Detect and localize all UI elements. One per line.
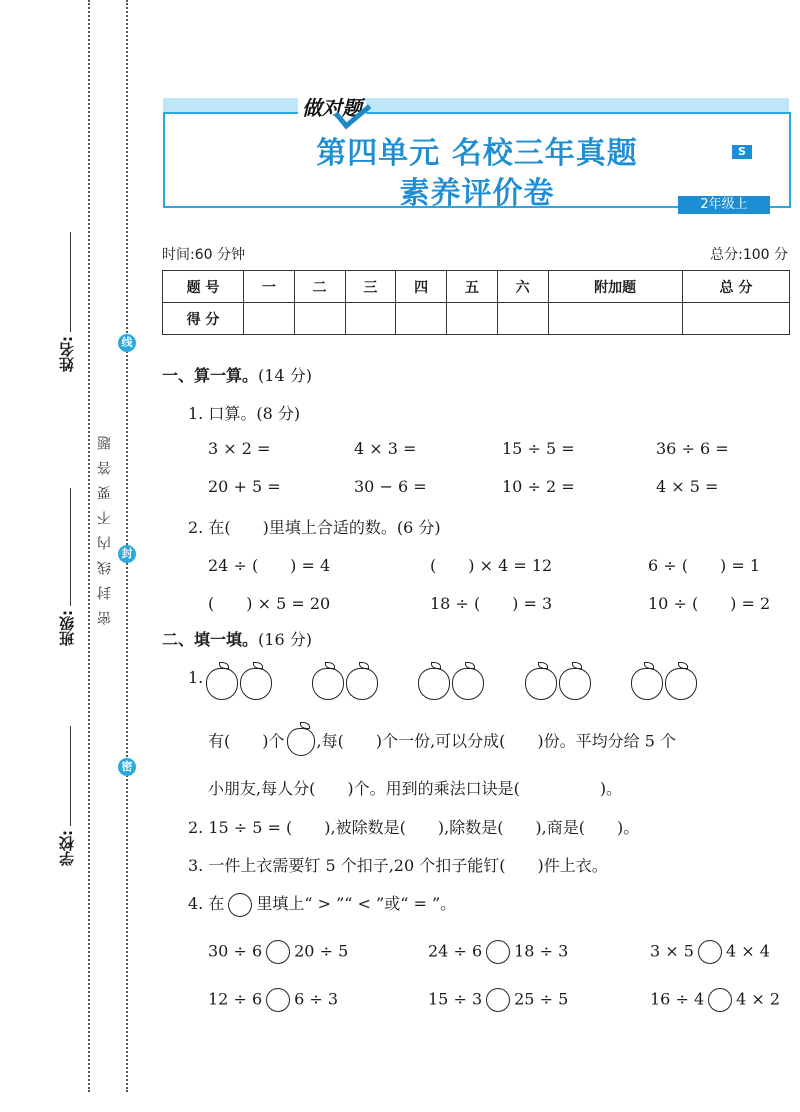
oral-calc-item: 20 + 5 = <box>208 477 281 496</box>
compare-right: 18 ÷ 3 <box>514 941 569 961</box>
compare-left: 24 ÷ 6 <box>428 941 483 961</box>
seal-mark-feng: 封 <box>118 545 136 563</box>
tag-icon: S <box>732 145 752 159</box>
table-cell: 题 号 <box>163 271 244 303</box>
s2-q3: 3. 一件上衣需要钉 5 个扣子,20 个扣子能钉( )件上衣。 <box>188 856 608 875</box>
fill-blank-item: 18 ÷ ( ) = 3 <box>430 594 553 613</box>
school-label: 学校: <box>58 830 76 866</box>
compare-item <box>650 940 770 964</box>
compare-right: 20 ÷ 5 <box>294 941 349 961</box>
s2-q2: 2. 15 ÷ 5 = ( ),被除数是( ),除数是( ),商是( )。 <box>188 818 640 837</box>
table-cell: 六 <box>497 271 548 303</box>
outer-dotted-line <box>88 0 90 1092</box>
s2-q1-text-a: 有( )个 <box>208 731 285 751</box>
oral-calc-item: 3 × 2 = <box>208 439 271 458</box>
compare-right: 25 ÷ 5 <box>514 989 569 1009</box>
apple-icon <box>312 668 344 700</box>
s2-q4-text-a: 4. 在 <box>188 894 225 913</box>
compare-left: 12 ÷ 6 <box>208 989 263 1009</box>
page-subtitle: 素养评价卷 <box>399 176 555 211</box>
table-cell: 总 分 <box>682 271 789 303</box>
apple-groups <box>206 668 699 700</box>
oral-calc-item: 15 ÷ 5 = <box>502 439 575 458</box>
banner-top-strip <box>163 98 789 112</box>
compare-circle-icon <box>228 893 252 917</box>
seal-warning: 密封线内不要答题 <box>97 425 113 625</box>
compare-item <box>208 940 348 964</box>
time-info: 时间:60 分钟 <box>162 247 245 263</box>
q1-title: 1. 口算。(8 分) <box>188 404 301 423</box>
class-label: 班级: <box>58 610 76 646</box>
class-blank <box>70 488 71 606</box>
score-cell[interactable] <box>345 303 396 335</box>
score-table <box>162 270 790 335</box>
compare-right: 6 ÷ 3 <box>294 989 339 1009</box>
answer-circle[interactable] <box>486 988 510 1012</box>
compare-right: 4 × 2 <box>736 989 781 1009</box>
compare-item <box>208 988 338 1012</box>
fill-blank-item: ( ) × 4 = 12 <box>430 556 553 575</box>
score-cell[interactable] <box>294 303 345 335</box>
apple-icon <box>631 668 663 700</box>
brand-logo: 做对题 <box>298 92 366 121</box>
oral-calc-item: 36 ÷ 6 = <box>656 439 729 458</box>
compare-item <box>650 988 780 1012</box>
table-cell: 一 <box>244 271 295 303</box>
school-blank <box>70 726 71 826</box>
apple-icon <box>287 728 315 756</box>
answer-circle[interactable] <box>708 988 732 1012</box>
apple-icon <box>452 668 484 700</box>
apple-icon <box>206 668 238 700</box>
s2-q4-text-b: 里填上“ > ”“ < ”或“ = ”。 <box>256 894 457 913</box>
apple-icon <box>346 668 378 700</box>
seal-mark-mi: 密 <box>118 758 136 776</box>
score-cell[interactable] <box>244 303 295 335</box>
table-cell: 附加题 <box>548 271 682 303</box>
s2-q4 <box>188 891 456 917</box>
section1-points: (14 分) <box>258 366 312 385</box>
total-score-info: 总分:100 分 <box>710 247 788 263</box>
score-cell[interactable] <box>548 303 682 335</box>
apple-icon <box>559 668 591 700</box>
page-title: 第四单元 名校三年真题 <box>316 136 638 171</box>
table-cell: 三 <box>345 271 396 303</box>
table-cell: 四 <box>396 271 447 303</box>
table-cell: 五 <box>447 271 498 303</box>
fill-blank-item: 6 ÷ ( ) = 1 <box>648 556 761 575</box>
compare-right: 4 × 4 <box>725 941 770 961</box>
fill-blank-item: 24 ÷ ( ) = 4 <box>208 556 331 575</box>
table-cell: 二 <box>294 271 345 303</box>
name-label: 姓名: <box>58 336 76 372</box>
answer-circle[interactable] <box>486 940 510 964</box>
oral-calc-item: 30 − 6 = <box>354 477 427 496</box>
answer-circle[interactable] <box>266 988 290 1012</box>
section2-title: 二、填一填。 <box>162 630 259 649</box>
section1-heading <box>162 363 312 386</box>
oral-calc-item: 4 × 5 = <box>656 477 719 496</box>
table-row <box>163 271 790 303</box>
s2-q1-text-b: ,每( )个一份,可以分成( )份。平均分给 5 个 <box>316 731 676 751</box>
oral-calc-item: 4 × 3 = <box>354 439 417 458</box>
s2-q1-line1 <box>208 728 676 756</box>
section2-points: (16 分) <box>258 630 312 649</box>
answer-circle[interactable] <box>698 940 722 964</box>
compare-left: 3 × 5 <box>650 941 694 961</box>
score-cell[interactable] <box>497 303 548 335</box>
section2-heading <box>162 627 312 650</box>
fill-blank-item: 10 ÷ ( ) = 2 <box>648 594 771 613</box>
compare-left: 30 ÷ 6 <box>208 941 263 961</box>
apple-icon <box>665 668 697 700</box>
name-blank <box>70 232 71 332</box>
score-cell[interactable] <box>682 303 789 335</box>
compare-item <box>428 940 568 964</box>
apple-icon <box>525 668 557 700</box>
apple-icon <box>240 668 272 700</box>
oral-calc-item: 10 ÷ 2 = <box>502 477 575 496</box>
table-row <box>163 303 790 335</box>
fill-blank-item: ( ) × 5 = 20 <box>208 594 331 613</box>
score-cell[interactable] <box>447 303 498 335</box>
compare-left: 15 ÷ 3 <box>428 989 483 1009</box>
table-cell: 得 分 <box>163 303 244 335</box>
q2-title: 2. 在( )里填上合适的数。(6 分) <box>188 518 441 537</box>
section1-title: 一、算一算。 <box>162 366 259 385</box>
apple-icon <box>418 668 450 700</box>
s2-q1-line2: 小朋友,每人分( )个。用到的乘法口诀是( )。 <box>208 779 623 798</box>
seal-mark-xian: 线 <box>118 334 136 352</box>
answer-circle[interactable] <box>266 940 290 964</box>
s2-q1-number: 1. <box>188 668 204 687</box>
compare-item <box>428 988 568 1012</box>
score-cell[interactable] <box>396 303 447 335</box>
grade-badge: 2年级上 <box>678 196 770 214</box>
compare-left: 16 ÷ 4 <box>650 989 705 1009</box>
